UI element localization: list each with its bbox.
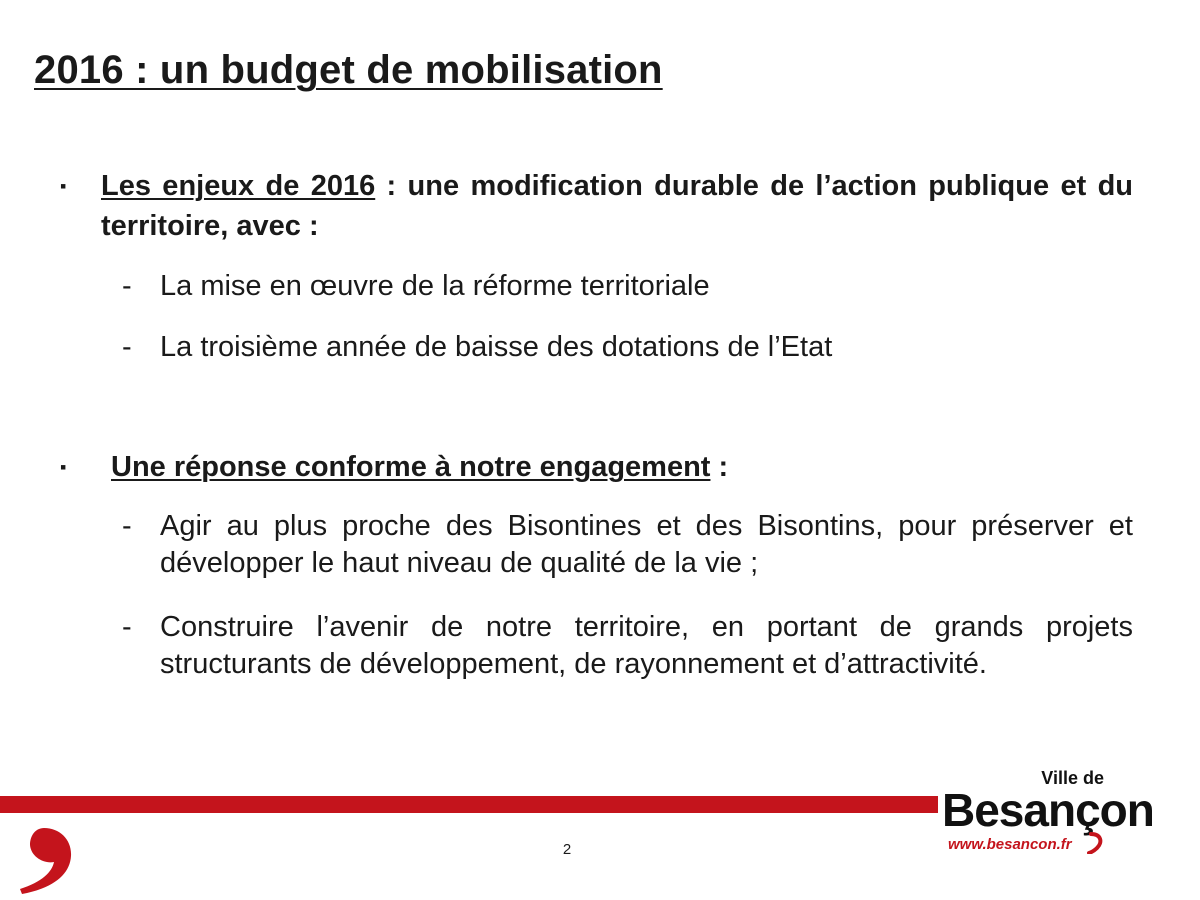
dash-marker: - xyxy=(122,331,132,363)
logo-url: www.besancon.fr xyxy=(948,836,1072,853)
logo-city-name: Besançon xyxy=(942,784,1154,836)
bullet-1-text xyxy=(101,166,1133,246)
bullet-1-item-2 xyxy=(122,329,1133,366)
bullet-2-item-1 xyxy=(122,508,1133,582)
page-number: 2 xyxy=(562,841,572,858)
bullet-2-heading: Une réponse conforme à notre engagement xyxy=(111,451,711,483)
bullet-1-rest: : une modification durable de l’action publique et du territoire, avec : xyxy=(101,170,1133,242)
bullet-2-item-1-text: Agir au plus proche des Bisontines et des Bisontins, pour préserver et développer le haut niveau de qualité de la vie ; xyxy=(160,510,1133,579)
slide-title: 2016 : un budget de mobilisation xyxy=(34,48,663,92)
bullet-2-item-2-text: Construire l’avenir de notre territoire, en portant de grands projets structurants de développement, de rayonnement et d’attractivité. xyxy=(160,611,1133,680)
dash-marker: - xyxy=(122,270,132,302)
bullet-2-rest: : xyxy=(710,451,729,483)
bullet-marker-2: ▪ xyxy=(60,457,67,477)
dash-marker: - xyxy=(122,510,132,542)
bullet-1-item-1 xyxy=(122,268,1133,305)
bullet-marker-1: ▪ xyxy=(60,176,67,196)
dash-marker: - xyxy=(122,611,132,643)
bullet-1-item-1-text: La mise en œuvre de la réforme territoriale xyxy=(160,270,710,302)
bullet-1-item-2-text: La troisième année de baisse des dotations de l’Etat xyxy=(160,331,833,363)
logo-small-text: Ville de xyxy=(1041,768,1104,788)
bullet-1-heading: Les enjeux de 2016 xyxy=(101,170,376,202)
bullet-2 xyxy=(60,447,1133,487)
bullet-2-item-2 xyxy=(122,609,1133,683)
bullet-1 xyxy=(60,166,1133,246)
red-comma-logo-icon xyxy=(14,826,78,896)
besancon-logo xyxy=(942,765,1152,865)
footer-red-bar xyxy=(0,796,938,813)
bullet-2-text xyxy=(101,447,1133,487)
logo-cedilla-hook-icon xyxy=(1087,832,1107,854)
